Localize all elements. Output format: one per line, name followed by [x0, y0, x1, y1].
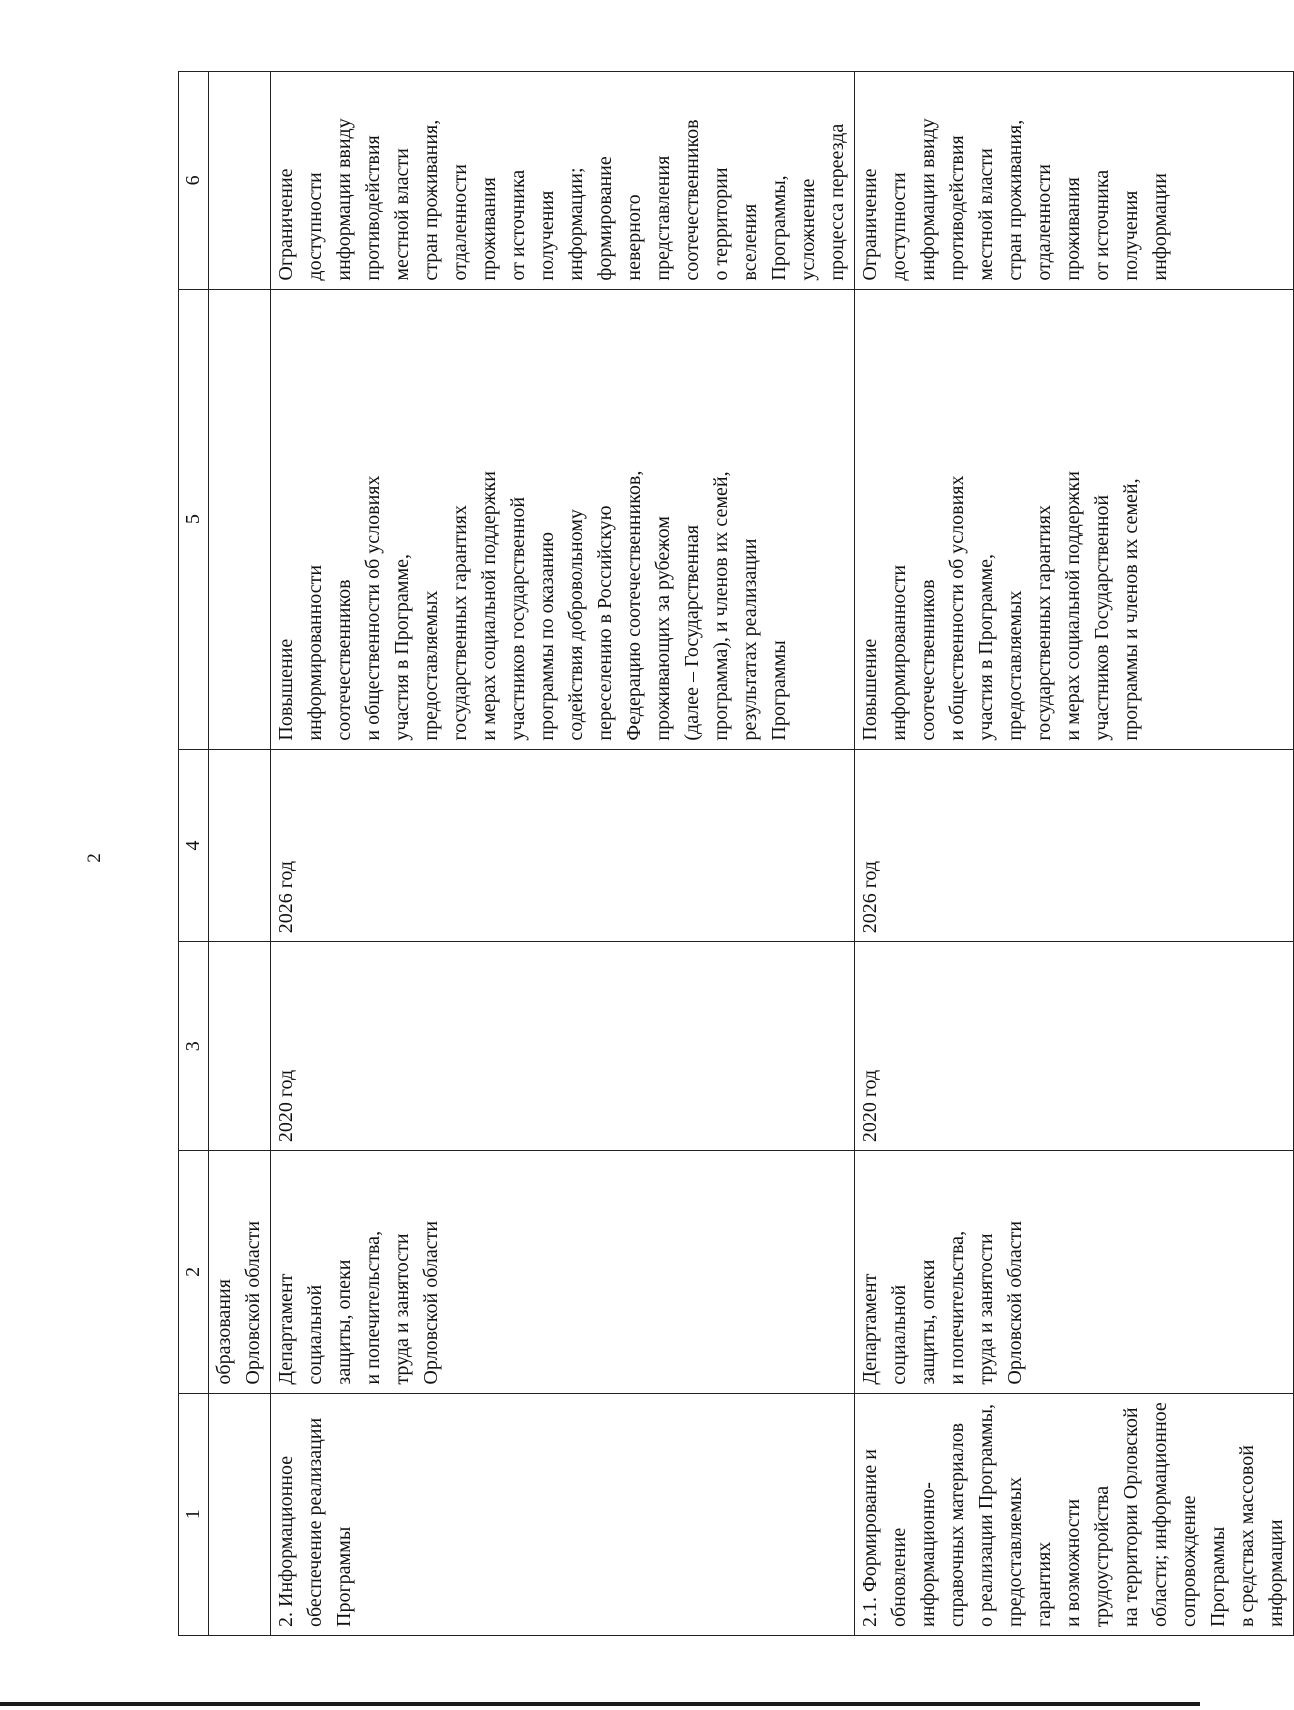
table-cell: 2.1. Формирование и обновление информационно- справочных материалов о реализации Программы, предоставляемых гарантиях и возможности трудоустройства на территории Орловской области; информационное сопровождение Программы в средствах массовой информации [855, 1393, 1294, 1635]
table-cell: Департамент социальной защиты, опеки и попечительства, труда и занятости Орловской области [271, 1151, 855, 1393]
header-cell: 1 [179, 1393, 209, 1635]
header-cell: 5 [179, 289, 209, 749]
scan-bottom-edge [0, 1702, 1200, 1706]
table-cell [209, 289, 271, 749]
table-cell: 2. Информационное обеспечение реализации Программы [271, 1393, 855, 1635]
program-activities-table [178, 71, 1294, 1636]
table-cell: 2020 год [855, 942, 1294, 1151]
table-cell: Повышение информированности соотечественников и общественности об условиях участия в Программе, предоставляемых государственных гарантиях и мерах социальной поддержки участников государственной программы по оказанию содействия добровольному переселению в Российскую Федерацию соотечественников, проживающих за рубежом (далее – Государственная программа), и членов их семей, результатах реализации Программы [271, 289, 855, 749]
table-row [855, 72, 1294, 1636]
table-cell [209, 942, 271, 1151]
header-cell: 4 [179, 749, 209, 942]
table-cell [209, 72, 271, 290]
table-cell [209, 1393, 271, 1635]
table-row [209, 72, 271, 1636]
table-cell: Ограничение доступности информации ввиду противодействия местной власти стран проживания, отдаленности проживания от источника получения информации [855, 72, 1294, 290]
table-cell: 2026 год [271, 749, 855, 942]
table-cell: Ограничение доступности информации ввиду противодействия местной власти стран проживания, отдаленности проживания от источника получения информации; формирование неверного представления соотечественников о территории вселения Программы, усложнение процесса переезда [271, 72, 855, 290]
page-number: 2 [84, 853, 105, 863]
table-cell [209, 749, 271, 942]
rotated-table-container [178, 71, 1287, 1636]
header-cell: 6 [179, 72, 209, 290]
header-cell: 2 [179, 1151, 209, 1393]
table-cell: 2020 год [271, 942, 855, 1151]
table-cell: Повышение информированности соотечественников и общественности об условиях участия в Программе, предоставляемых государственных гарантиях и мерах социальной поддержки участников Государственной программы и членов их семей, [855, 289, 1294, 749]
table-cell: образования Орловской области [209, 1151, 271, 1393]
header-cell: 3 [179, 942, 209, 1151]
table-header-row [179, 72, 209, 1636]
table-row [271, 72, 855, 1636]
table-cell: Департамент социальной защиты, опеки и попечительства, труда и занятости Орловской области [855, 1151, 1294, 1393]
table-cell: 2026 год [855, 749, 1294, 942]
